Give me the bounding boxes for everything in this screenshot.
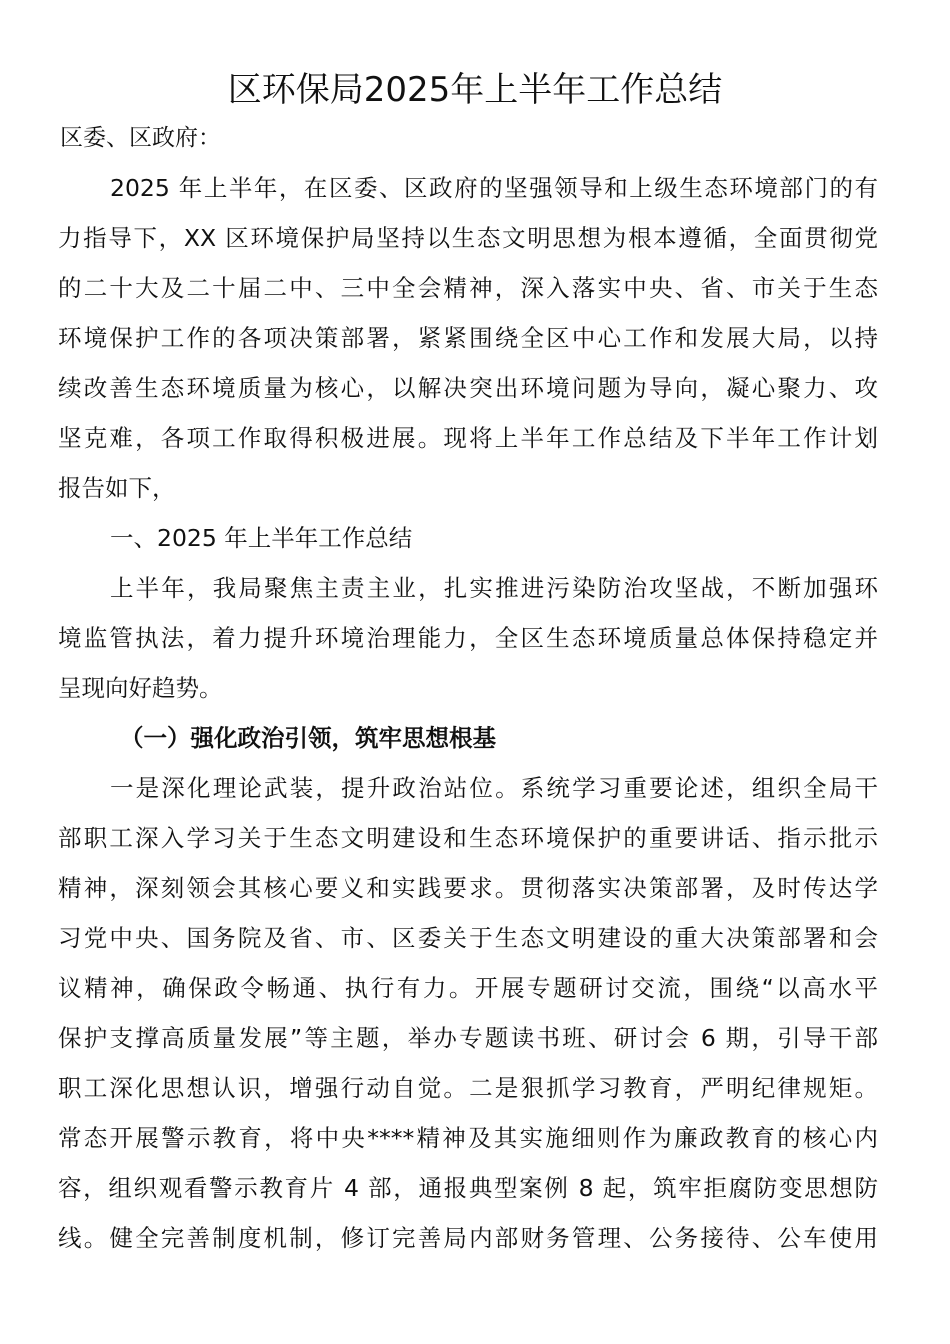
paragraph-line: 环境保护工作的各项决策部署，紧紧围绕全区中心工作和发展大局，以持 bbox=[58, 324, 878, 352]
paragraph-line: 境监管执法，着力提升环境治理能力，全区生态环境质量总体保持稳定并 bbox=[58, 624, 878, 652]
paragraph-line: 线。健全完善制度机制，修订完善局内部财务管理、公务接待、公车使用 bbox=[58, 1224, 878, 1252]
paragraph-line: 一是深化理论武装，提升政治站位。系统学习重要论述，组织全局干 bbox=[110, 774, 878, 802]
paragraph-line: 呈现向好趋势。 bbox=[58, 674, 223, 702]
paragraph-line: 精神，深刻领会其核心要义和实践要求。贯彻落实决策部署，及时传达学 bbox=[58, 874, 878, 902]
paragraph-line: 容，组织观看警示教育片 4 部，通报典型案例 8 起，筑牢拒腐防变思想防 bbox=[58, 1174, 878, 1202]
paragraph-line: 2025 年上半年，在区委、区政府的坚强领导和上级生态环境部门的有 bbox=[110, 174, 878, 202]
document-body bbox=[58, 169, 878, 1269]
paragraph-line: 部职工深入学习关于生态文明建设和生态环境保护的重要讲话、指示批示 bbox=[58, 824, 878, 852]
section-heading: 一、2025 年上半年工作总结 bbox=[110, 524, 413, 552]
paragraph-line: 的二十大及二十届二中、三中全会精神，深入落实中央、省、市关于生态 bbox=[58, 274, 878, 302]
paragraph-line: 议精神，确保政令畅通、执行有力。开展专题研讨交流，围绕“以高水平 bbox=[58, 974, 878, 1002]
paragraph-line: 常态开展警示教育，将中央****精神及其实施细则作为廉政教育的核心内 bbox=[58, 1124, 878, 1152]
paragraph-line: 坚克难，各项工作取得积极进展。现将上半年工作总结及下半年工作计划 bbox=[58, 424, 878, 452]
paragraph-line: 职工深化思想认识，增强行动自觉。二是狠抓学习教育，严明纪律规矩。 bbox=[58, 1074, 878, 1102]
paragraph-line: 上半年，我局聚焦主责主业，扎实推进污染防治攻坚战，不断加强环 bbox=[110, 574, 878, 602]
subsection-heading: （一）强化政治引领，筑牢思想根基 bbox=[120, 724, 496, 752]
document-title: 区环保局2025年上半年工作总结 bbox=[227, 70, 723, 110]
paragraph-line: 保护支撑高质量发展”等主题，举办专题读书班、研讨会 6 期，引导干部 bbox=[58, 1024, 878, 1052]
paragraph-line: 续改善生态环境质量为核心，以解决突出环境问题为导向，凝心聚力、攻 bbox=[58, 374, 878, 402]
paragraph-line: 习党中央、国务院及省、市、区委关于生态文明建设的重大决策部署和会 bbox=[58, 924, 878, 952]
salutation: 区委、区政府： bbox=[60, 125, 221, 151]
paragraph-line: 力指导下，XX 区环境保护局坚持以生态文明思想为根本遵循，全面贯彻党 bbox=[58, 224, 878, 252]
paragraph-line: 报告如下， bbox=[58, 474, 176, 502]
